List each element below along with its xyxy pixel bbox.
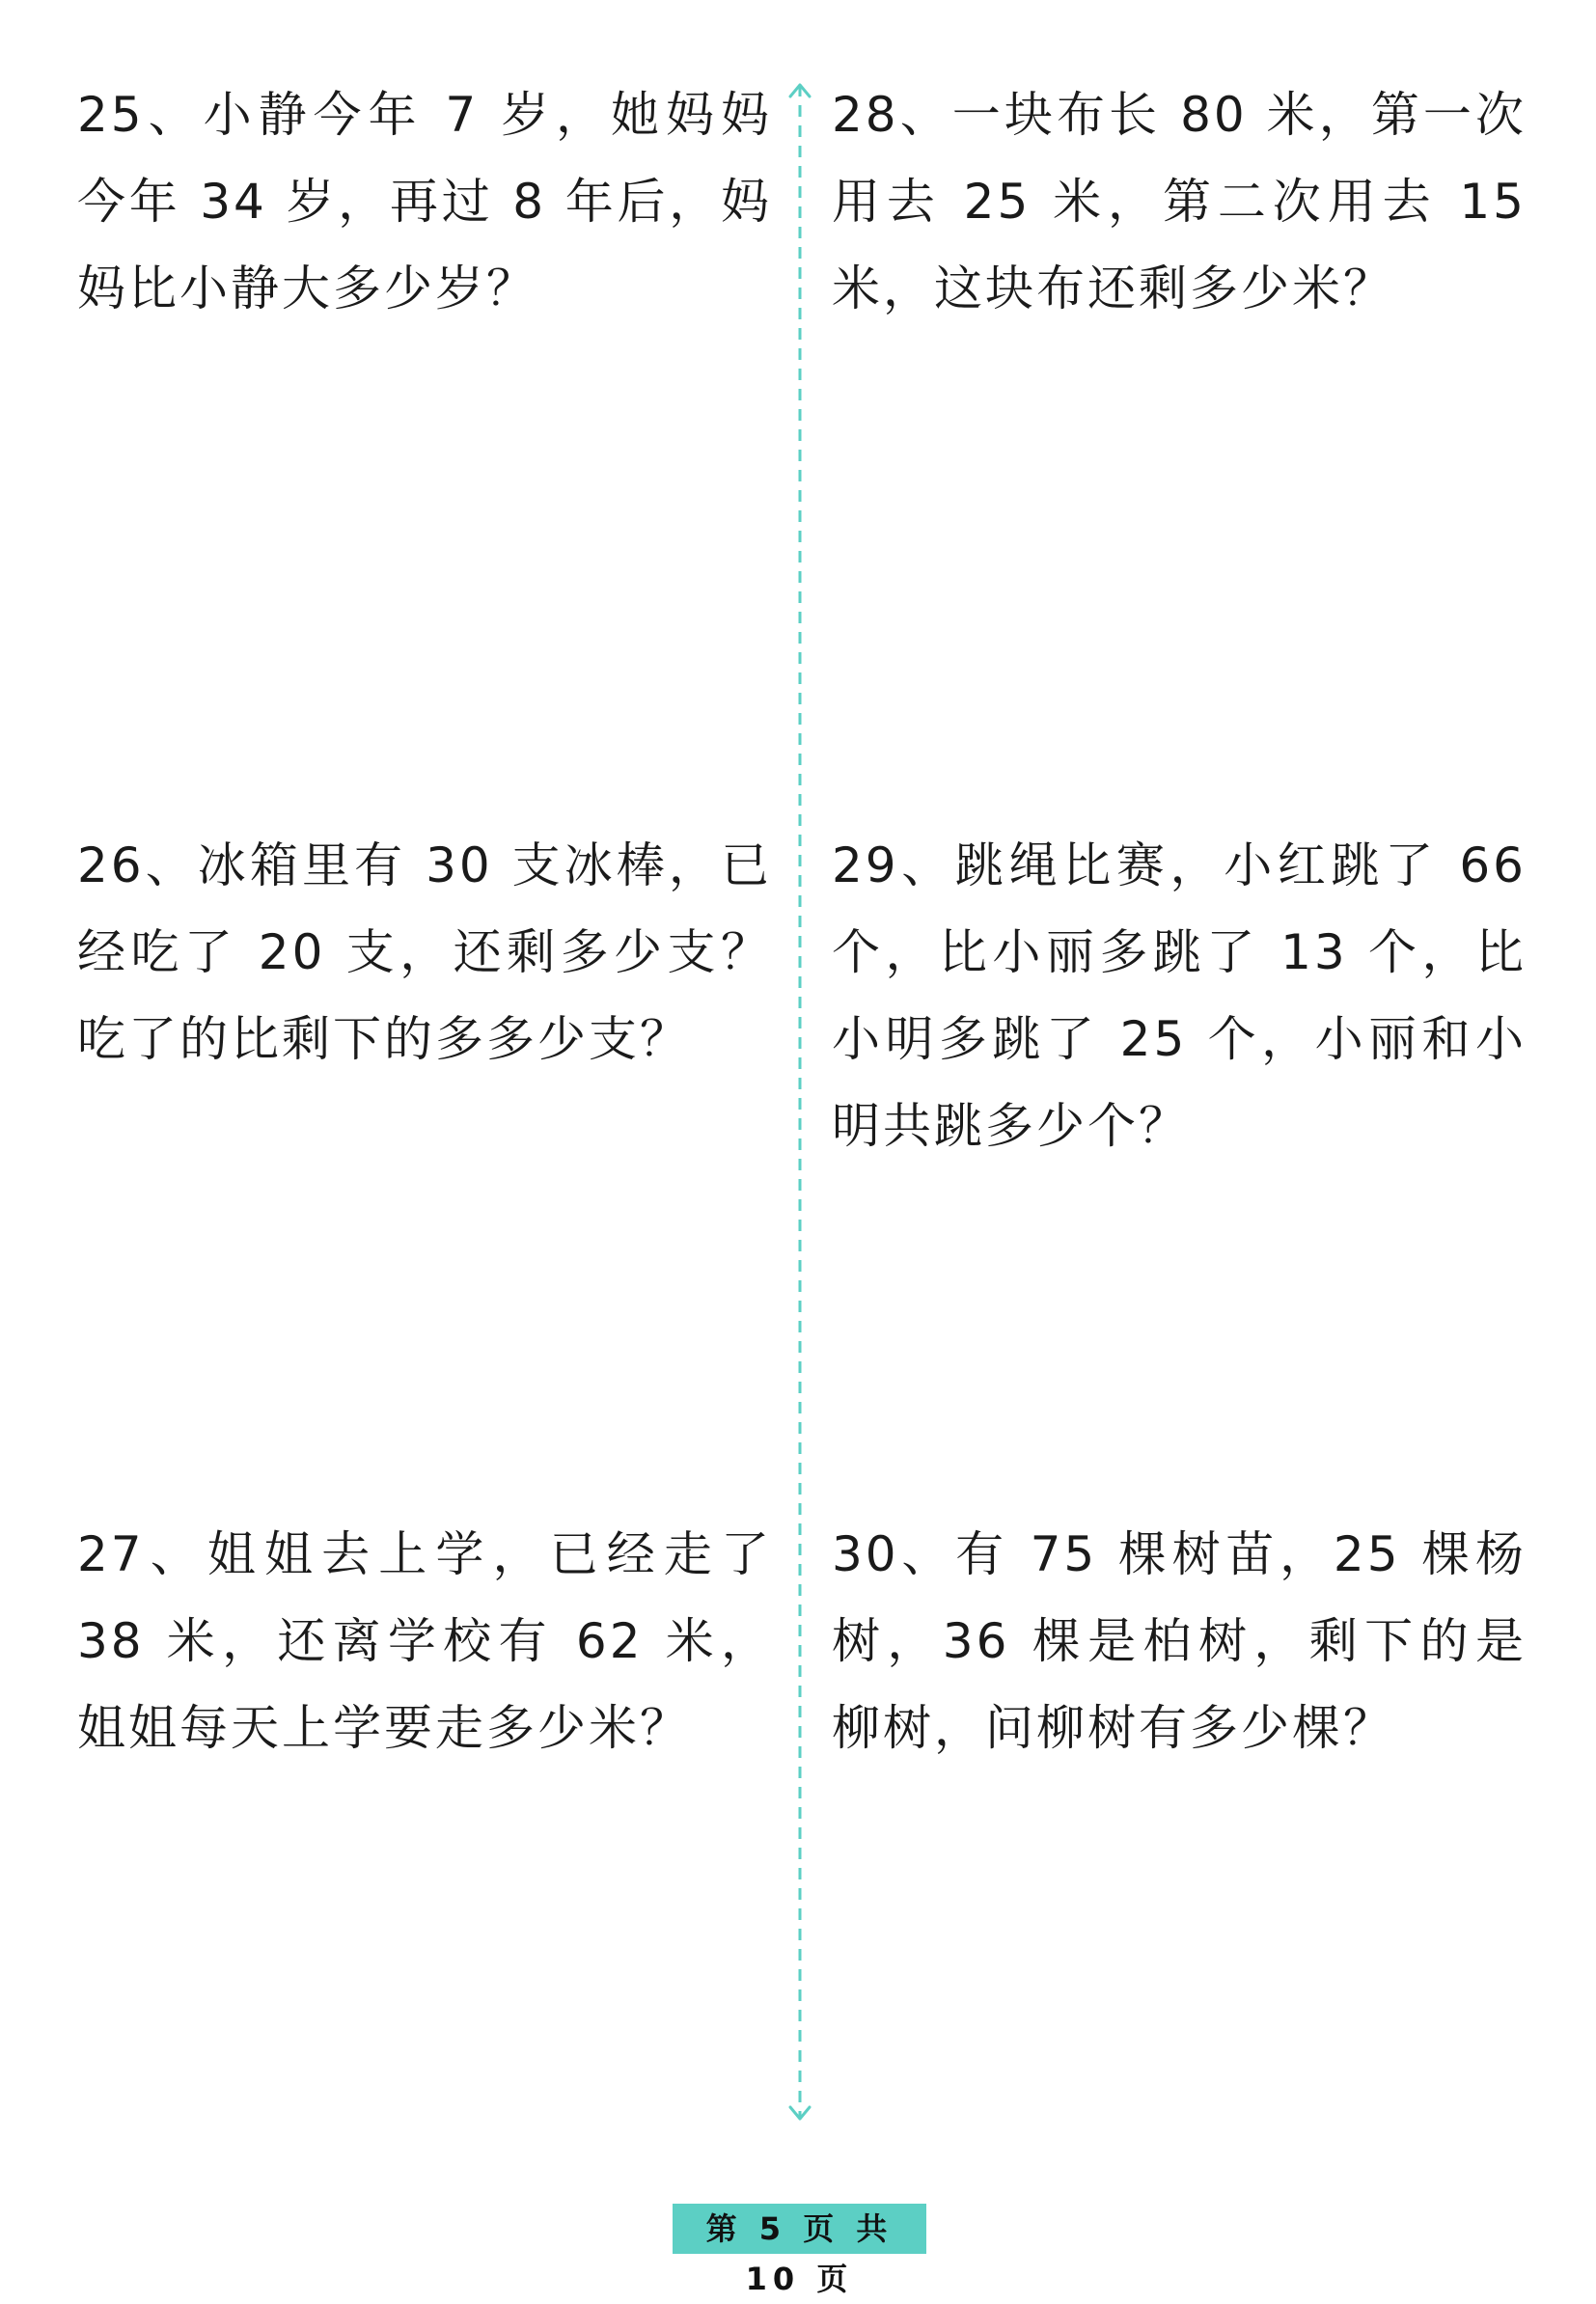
problem-28: 28、一块布长 80 米，第一次用去 25 米，第二次用去 15 米，这块布还剩多少米？ — [832, 87, 1527, 316]
column-divider-arrow — [784, 81, 816, 2123]
problem-27: 27、姐姐去上学，已经走了 38 米，还离学校有 62 米，姐姐每天上学要走多少米？ — [77, 1526, 772, 1756]
problem-30: 30、有 75 棵树苗，25 棵杨树，36 棵是柏树，剩下的是柳树，问柳树有多少棵？ — [832, 1526, 1527, 1756]
problem-29: 29、跳绳比赛，小红跳了 66 个，比小丽多跳了 13 个，比小明多跳了 25 个，小丽和小明共跳多少个？ — [832, 837, 1527, 1154]
page-number-badge: 第 5 页 共 10 页 — [673, 2204, 926, 2254]
problem-25: 25、小静今年 7 岁，她妈妈今年 34 岁，再过 8 年后，妈妈比小静大多少岁？ — [77, 87, 772, 316]
problem-26: 26、冰箱里有 30 支冰棒，已经吃了 20 支，还剩多少支？吃了的比剩下的多多少支？ — [77, 837, 772, 1067]
